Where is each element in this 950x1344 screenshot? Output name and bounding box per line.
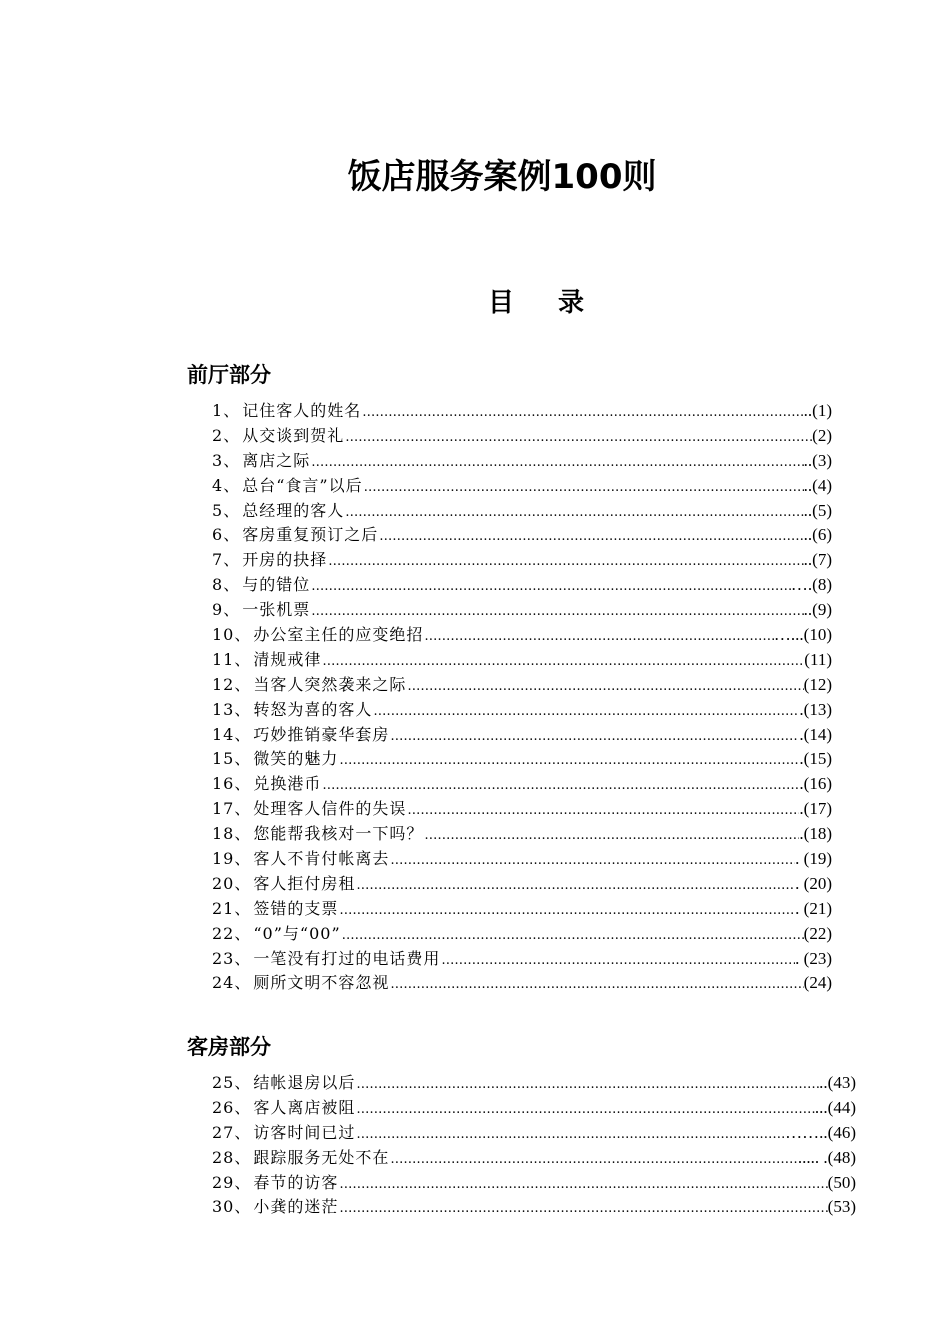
toc-entry[interactable] xyxy=(212,647,832,672)
document-title: 饭店服务案例100则 xyxy=(347,157,657,197)
toc-entry-separator: 、 xyxy=(234,649,252,669)
toc-entry[interactable] xyxy=(212,722,832,747)
toc-entry-dot-leader xyxy=(389,853,795,868)
toc-entry-page-number: .(15) xyxy=(799,749,832,769)
toc-entry-page-number: .(17) xyxy=(799,799,832,819)
toc-entry-label: 转怒为喜的客人 xyxy=(253,699,373,719)
toc-entry-number: 13 xyxy=(212,699,235,719)
toc-entry[interactable] xyxy=(212,522,832,547)
toc-entry-dot-leader xyxy=(389,977,803,992)
toc-entry-page-number: ..(43) xyxy=(819,1073,856,1092)
toc-entry-separator: 、 xyxy=(234,898,252,918)
toc-entry-dot-leader xyxy=(310,579,791,594)
toc-entry[interactable] xyxy=(212,547,832,572)
toc-entry-number: 30 xyxy=(212,1197,235,1217)
toc-entry-page-number: …...(10) xyxy=(773,625,832,645)
toc-entry-page-number: .(16) xyxy=(799,774,832,794)
toc-entry-label: 一笔没有打过的电话费用 xyxy=(253,948,441,968)
toc-entry-separator: 、 xyxy=(223,525,241,545)
toc-entry-separator: 、 xyxy=(234,1122,252,1142)
toc-entry[interactable] xyxy=(212,398,832,423)
toc-entry-page-number: (50) xyxy=(827,1172,856,1192)
toc-entry-dot-leader xyxy=(344,430,812,445)
toc-entry-dot-leader xyxy=(338,903,795,918)
toc-entry-page-number: (53) xyxy=(827,1197,856,1217)
toc-entry-page-number: (22) xyxy=(803,923,832,943)
toc-entry-separator: 、 xyxy=(234,873,252,893)
toc-entry-dot-leader xyxy=(355,878,795,893)
toc-entry-dot-leader xyxy=(338,1201,827,1216)
toc-entry-label: 您能帮我核对一下吗？ xyxy=(253,824,424,844)
toc-entry-separator: 、 xyxy=(234,749,252,769)
toc-entry-page-number: ……..(46) xyxy=(785,1122,856,1142)
toc-entry-page-number: (2) xyxy=(812,425,832,445)
toc-entry-label: 与的错位 xyxy=(242,575,311,595)
toc-entry-label: 签错的支票 xyxy=(253,898,339,918)
toc-entry-label: 微笑的魅力 xyxy=(253,749,339,769)
toc-entry[interactable] xyxy=(212,572,832,597)
toc-entry-page-number: . (19) xyxy=(795,849,832,869)
toc-entry-number: 15 xyxy=(212,749,235,769)
toc-entry-label: 春节的访客 xyxy=(253,1172,339,1192)
toc-entry-number: 24 xyxy=(212,973,235,993)
toc-entry[interactable] xyxy=(212,871,832,896)
toc-entry-number: 28 xyxy=(212,1147,235,1167)
toc-entry-number: 8 xyxy=(212,575,224,595)
toc-entry-number: 3 xyxy=(212,450,224,470)
toc-entry-page-number: ...(44) xyxy=(814,1097,856,1117)
toc-entry[interactable] xyxy=(212,946,832,971)
toc-entry-label: 客房重复预订之后 xyxy=(242,525,379,545)
toc-entry-page-number: .(18) xyxy=(799,824,832,844)
toc-entry-number: 2 xyxy=(212,425,224,445)
toc-entry-separator: 、 xyxy=(234,948,252,968)
toc-entry-label: 清规戒律 xyxy=(253,649,322,669)
toc-entry[interactable] xyxy=(212,1194,856,1219)
toc-list xyxy=(212,1070,856,1219)
toc-entry-separator: 、 xyxy=(234,1073,252,1092)
toc-entry-label: 总经理的客人 xyxy=(242,500,345,520)
toc-entry-page-number: . (20) xyxy=(795,873,832,893)
toc-entry-page-number: (12) xyxy=(803,674,832,694)
toc-entry-separator: 、 xyxy=(223,475,241,495)
toc-entry-label: 跟踪服务无处不在 xyxy=(253,1147,390,1167)
toc-entry-number: 17 xyxy=(212,799,235,819)
section-title: 客房部分 xyxy=(187,1035,271,1059)
toc-entry[interactable] xyxy=(212,1070,856,1095)
toc-entry-number: 20 xyxy=(212,873,235,893)
toc-entry-page-number: . (23) xyxy=(795,948,832,968)
toc-entry-separator: 、 xyxy=(234,1197,252,1217)
toc-entry[interactable] xyxy=(212,746,832,771)
toc-entry[interactable] xyxy=(212,498,832,523)
toc-entry-dot-leader xyxy=(327,554,803,569)
toc-entry-separator: 、 xyxy=(234,799,252,819)
toc-entry-label: “0”与“00” xyxy=(253,923,341,943)
toc-entry-separator: 、 xyxy=(223,425,241,445)
toc-entry-dot-leader xyxy=(406,679,803,694)
toc-entry-page-number: ….(8) xyxy=(790,575,832,595)
toc-entry-separator: 、 xyxy=(234,724,252,744)
toc-entry-label: 客人拒付房租 xyxy=(253,873,356,893)
toc-entry-separator: 、 xyxy=(223,575,241,595)
toc-entry-number: 19 xyxy=(212,849,235,869)
toc-entry[interactable] xyxy=(212,622,832,647)
toc-entry-dot-leader xyxy=(389,729,799,744)
toc-entry[interactable] xyxy=(212,771,832,796)
toc-entry-dot-leader xyxy=(363,480,804,495)
toc-entry-dot-leader xyxy=(406,803,799,818)
toc-entry-separator: 、 xyxy=(223,500,241,520)
toc-entry-separator: 、 xyxy=(234,625,252,645)
toc-entry[interactable] xyxy=(212,796,832,821)
toc-entry-label: 一张机票 xyxy=(242,600,311,620)
toc-entry-label: 兑换港币 xyxy=(253,774,322,794)
toc-entry-dot-leader xyxy=(321,778,799,793)
toc-heading: 目录 xyxy=(488,288,629,318)
toc-entry-number: 25 xyxy=(212,1073,235,1092)
toc-entry-number: 11 xyxy=(212,649,235,669)
toc-entry[interactable] xyxy=(212,896,832,921)
toc-entry-number: 16 xyxy=(212,774,235,794)
section-title: 前厅部分 xyxy=(187,363,271,387)
toc-entry-separator: 、 xyxy=(234,674,252,694)
toc-entry-number: 1 xyxy=(212,401,224,420)
toc-entry-separator: 、 xyxy=(234,1097,252,1117)
toc-entry-page-number: ..(7) xyxy=(803,550,832,570)
toc-entry-dot-leader xyxy=(423,828,799,843)
toc-entry-number: 7 xyxy=(212,550,224,570)
toc-entry-dot-leader xyxy=(389,1152,798,1167)
toc-entry-separator: 、 xyxy=(234,1172,252,1192)
toc-entry-label: 当客人突然袭来之际 xyxy=(253,674,407,694)
toc-entry-dot-leader xyxy=(355,1127,785,1142)
toc-entry-dot-leader xyxy=(361,405,803,420)
toc-entry-separator: 、 xyxy=(223,550,241,570)
toc-entry-label: 客人离店被阻 xyxy=(253,1097,356,1117)
toc-entry[interactable] xyxy=(212,921,832,946)
toc-entry-separator: 、 xyxy=(234,973,252,993)
toc-entry-label: 厕所文明不容忽视 xyxy=(253,973,390,993)
toc-entry-dot-leader xyxy=(338,753,799,768)
toc-entry-number: 27 xyxy=(212,1122,235,1142)
toc-entry-separator: 、 xyxy=(234,923,252,943)
toc-entry-page-number: ..(1) xyxy=(803,401,832,420)
toc-entry-label: 小龚的迷茫 xyxy=(253,1197,339,1217)
toc-entry-dot-leader xyxy=(344,505,803,520)
toc-entry-separator: 、 xyxy=(234,774,252,794)
toc-entry-dot-leader xyxy=(372,704,799,719)
toc-entry-page-number: . (21) xyxy=(795,898,832,918)
toc-entry-label: 总台“食言”以后 xyxy=(242,475,363,495)
toc-entry-number: 14 xyxy=(212,724,235,744)
toc-entry-dot-leader xyxy=(440,953,795,968)
toc-entry-label: 从交谈到贺礼 xyxy=(242,425,345,445)
toc-entry[interactable] xyxy=(212,448,832,473)
toc-entry-number: 21 xyxy=(212,898,235,918)
toc-list xyxy=(212,398,832,995)
toc-entry-page-number: ..(3) xyxy=(803,450,832,470)
toc-entry-number: 12 xyxy=(212,674,235,694)
toc-entry-separator: 、 xyxy=(234,1147,252,1167)
toc-entry-number: 4 xyxy=(212,475,224,495)
toc-entry-page-number: ..(4) xyxy=(803,475,832,495)
toc-entry-number: 9 xyxy=(212,600,224,620)
toc-entry-dot-leader xyxy=(310,455,803,470)
toc-entry-separator: 、 xyxy=(234,699,252,719)
toc-entry-page-number: ..(9) xyxy=(803,600,832,620)
toc-entry-page-number: .(13) xyxy=(799,699,832,719)
toc-entry-dot-leader xyxy=(355,1102,815,1117)
toc-entry-page-number: (24) xyxy=(803,973,832,993)
toc-entry-separator: 、 xyxy=(223,401,241,420)
toc-entry-dot-leader xyxy=(338,1177,827,1192)
toc-entry-page-number: ..(6) xyxy=(803,525,832,545)
toc-entry[interactable] xyxy=(212,672,832,697)
toc-entry-label: 巧妙推销豪华套房 xyxy=(253,724,390,744)
toc-entry-label: 结帐退房以后 xyxy=(253,1073,356,1092)
toc-entry-page-number: ..... .(48) xyxy=(797,1147,856,1167)
toc-entry[interactable] xyxy=(212,821,832,846)
toc-entry-number: 22 xyxy=(212,923,235,943)
toc-entry[interactable] xyxy=(212,1120,856,1145)
toc-entry-dot-leader xyxy=(355,1077,819,1092)
toc-entry-dot-leader xyxy=(310,604,803,619)
toc-entry[interactable] xyxy=(212,1145,856,1170)
toc-entry-number: 6 xyxy=(212,525,224,545)
toc-entry-dot-leader xyxy=(341,928,804,943)
toc-entry-separator: 、 xyxy=(234,849,252,869)
toc-entry-label: 客人不肯付帐离去 xyxy=(253,849,390,869)
toc-entry-label: 记住客人的姓名 xyxy=(242,401,362,420)
toc-entry-separator: 、 xyxy=(223,450,241,470)
toc-entry-label: 办公室主任的应变绝招 xyxy=(253,625,424,645)
toc-entry-dot-leader xyxy=(321,654,804,669)
toc-entry[interactable] xyxy=(212,970,832,995)
toc-entry-number: 29 xyxy=(212,1172,235,1192)
toc-entry-page-number: .(14) xyxy=(799,724,832,744)
toc-entry-number: 23 xyxy=(212,948,235,968)
toc-entry[interactable] xyxy=(212,597,832,622)
toc-entry-separator: 、 xyxy=(223,600,241,620)
toc-entry-label: 离店之际 xyxy=(242,450,311,470)
toc-entry-label: 开房的抉择 xyxy=(242,550,328,570)
toc-entry-number: 26 xyxy=(212,1097,235,1117)
toc-entry[interactable] xyxy=(212,1170,856,1195)
toc-entry-number: 10 xyxy=(212,625,235,645)
toc-entry[interactable] xyxy=(212,473,832,498)
toc-entry-dot-leader xyxy=(423,629,774,644)
toc-entry[interactable] xyxy=(212,846,832,871)
toc-entry-page-number: ..(5) xyxy=(803,500,832,520)
toc-entry[interactable] xyxy=(212,697,832,722)
toc-entry-separator: 、 xyxy=(234,824,252,844)
toc-entry[interactable] xyxy=(212,1095,856,1120)
toc-entry-label: 访客时间已过 xyxy=(253,1122,356,1142)
toc-entry-page-number: (11) xyxy=(804,649,832,669)
toc-entry-dot-leader xyxy=(378,529,803,544)
toc-entry-label: 处理客人信件的失误 xyxy=(253,799,407,819)
toc-entry[interactable] xyxy=(212,423,832,448)
toc-entry-number: 5 xyxy=(212,500,224,520)
toc-entry-number: 18 xyxy=(212,824,235,844)
